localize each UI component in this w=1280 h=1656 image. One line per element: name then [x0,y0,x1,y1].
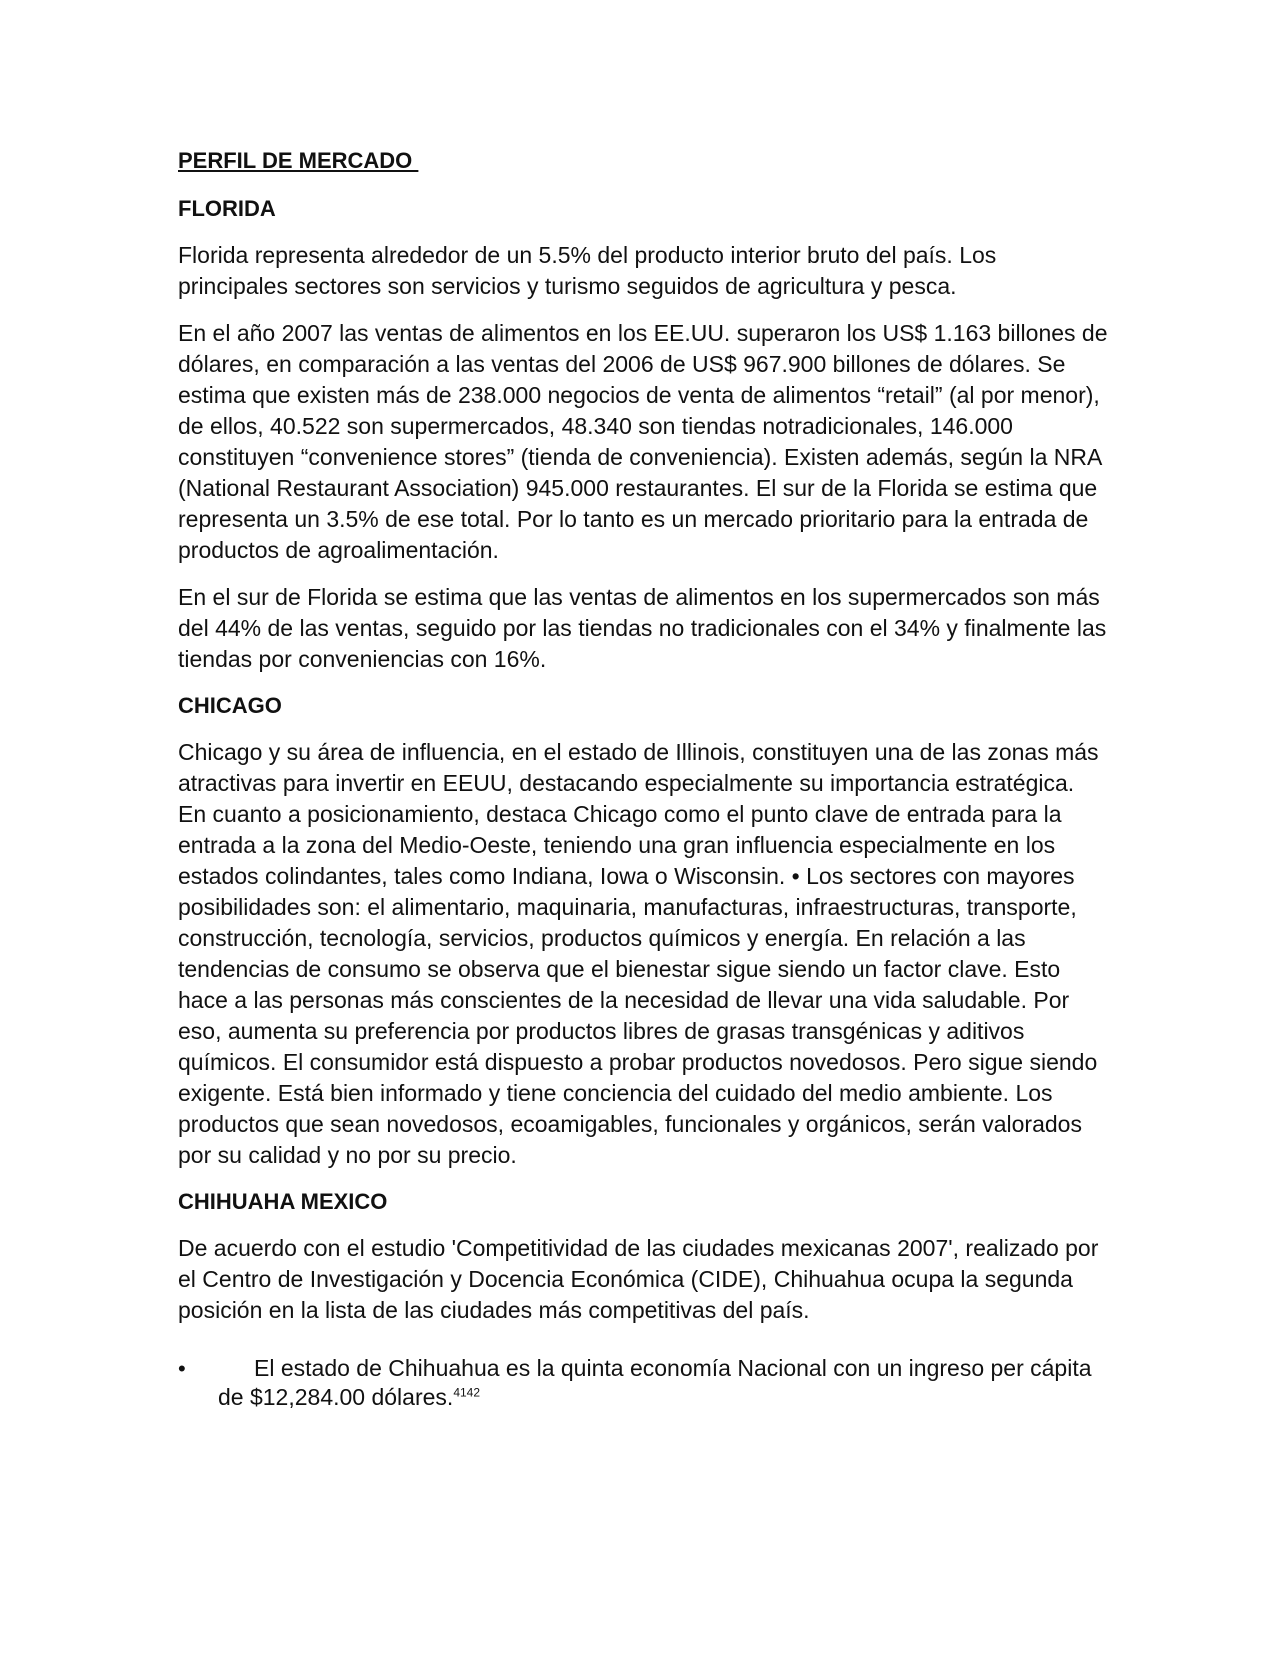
document-title: PERFIL DE MERCADO [178,148,419,173]
document-page [178,146,1108,1412]
list-item [178,1354,1108,1412]
paragraph: En el año 2007 las ventas de alimentos en los EE.UU. superaron los US$ 1.163 billones de dólares, en comparación a las ventas del 2006 de US$ 967.900 billones de dólares. Se estima que existen más de 238.000 negocios de venta de alimentos “retail” (al por menor), de ellos, 40.522 son supermercados, 48.340 son tiendas notradicionales, 146.000 constituyen “convenience stores” (tienda de conveniencia). Existen además, según la NRA (National Restaurant Association) 945.000 restaurantes. El sur de la Florida se estima que representa un 3.5% de ese total. Por lo tanto es un mercado prioritario para la entrada de productos de agroalimentación. [178,320,1108,563]
paragraph: De acuerdo con el estudio 'Competitividad de las ciudades mexicanas 2007', realizado por el Centro de Investigación y Docencia Económica (CIDE), Chihuahua ocupa la segunda posición en la lista de las ciudades más competitivas del país. [178,1235,1099,1323]
bullet-icon: • [178,1356,186,1381]
paragraph: Chicago y su área de influencia, en el estado de Illinois, constituyen una de las zonas más atractivas para invertir en EEUU, destacando especialmente su importancia estratégica. En cuanto a posicionamiento, destaca Chicago como el punto clave de entrada para la entrada a la zona del Medio-Oeste, teniendo una gran influencia especialmente en los estados colindantes, tales como Indiana, Iowa o Wisconsin. • Los sectores con mayores posibilidades son: el alimentario, maquinaria, manufacturas, infraestructuras, transporte, construcción, tecnología, servicios, productos químicos y energía. En relación a las tendencias de consumo se observa que el bienestar sigue siendo un factor clave. Esto hace a las personas más conscientes de la necesidad de llevar una vida saludable. Por eso, aumenta su preferencia por productos libres de grasas transgénicas y aditivos químicos. El consumidor está dispuesto a probar productos novedosos. Pero sigue siendo exigente. Está bien informado y tiene conciencia del cuidado del medio ambiente. Los productos que sean novedosos, ecoamigables, funcionales y orgánicos, serán valorados por su calidad y no por su precio. [178,739,1099,1168]
paragraph: En el sur de Florida se estima que las ventas de alimentos en los supermercados son más del 44% de las ventas, seguido por las tiendas no tradicionales con el 34% y finalmente las tiendas por conveniencias con 16%. [178,584,1107,672]
list-item-content [218,1354,1108,1412]
section-heading-chicago: CHICAGO [178,693,282,718]
list-item-text: El estado de Chihuahua es la quinta economía Nacional con un ingreso per cápita de $12,284.00 dólares. [218,1355,1092,1410]
footnote-reference: 4142 [453,1385,481,1400]
section-heading-chihuahua: CHIHUAHA MEXICO [178,1189,388,1214]
section-heading-florida: FLORIDA [178,196,276,221]
paragraph: Florida representa alrededor de un 5.5% del producto interior bruto del país. Los principales sectores son servicios y turismo seguidos de agricultura y pesca. [178,242,997,299]
